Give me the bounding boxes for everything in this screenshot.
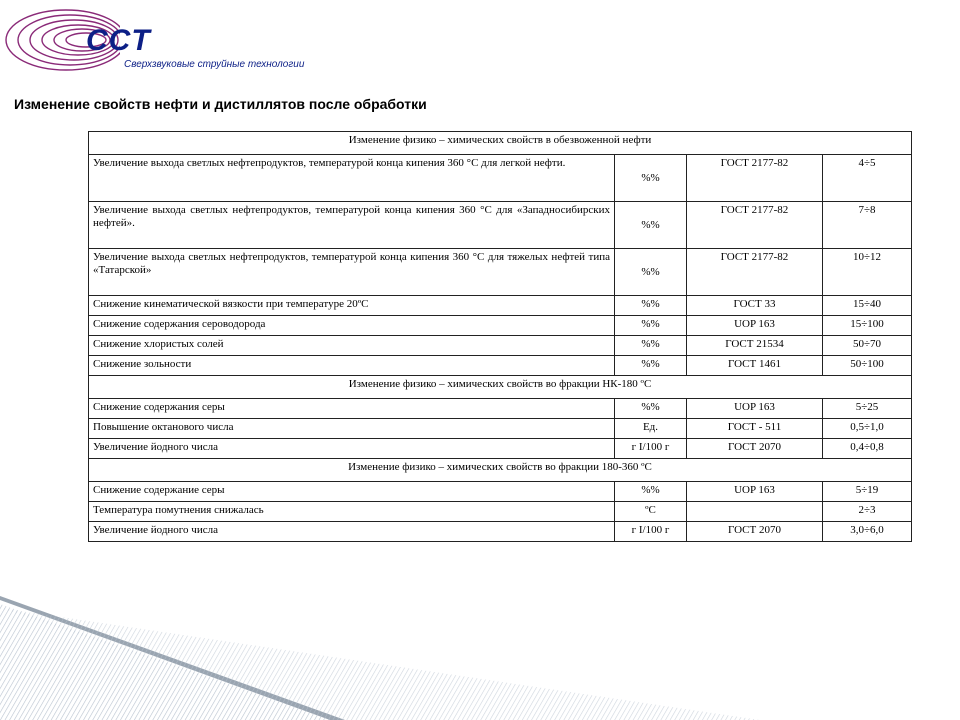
property-name: Увеличение йодного числа bbox=[89, 439, 615, 459]
property-value: 2÷3 bbox=[823, 502, 912, 522]
property-method: ГОСТ 2177-82 bbox=[687, 202, 823, 249]
property-unit: %% bbox=[615, 202, 687, 249]
table-row bbox=[89, 155, 912, 202]
property-unit: %% bbox=[615, 296, 687, 316]
property-method bbox=[687, 502, 823, 522]
property-name: Снижение кинематической вязкости при температуре 20ºС bbox=[89, 296, 615, 316]
company-logo bbox=[0, 0, 360, 86]
table-row bbox=[89, 439, 912, 459]
table-row bbox=[89, 336, 912, 356]
decorative-stripes-icon bbox=[0, 560, 760, 720]
property-method: ГОСТ 21534 bbox=[687, 336, 823, 356]
property-method: ГОСТ - 511 bbox=[687, 419, 823, 439]
property-name: Повышение октанового числа bbox=[89, 419, 615, 439]
property-value: 5÷19 bbox=[823, 482, 912, 502]
property-unit: %% bbox=[615, 249, 687, 296]
property-unit: %% bbox=[615, 316, 687, 336]
table-row bbox=[89, 419, 912, 439]
property-unit: %% bbox=[615, 336, 687, 356]
property-unit: %% bbox=[615, 356, 687, 376]
property-method: UOP 163 bbox=[687, 316, 823, 336]
property-name: Увеличение йодного числа bbox=[89, 522, 615, 542]
property-value: 0,5÷1,0 bbox=[823, 419, 912, 439]
property-unit: %% bbox=[615, 155, 687, 202]
property-unit: г I/100 г bbox=[615, 439, 687, 459]
table-row bbox=[89, 249, 912, 296]
logo-brand: CCT bbox=[86, 24, 151, 57]
property-value: 15÷40 bbox=[823, 296, 912, 316]
property-name: Снижение содержания сероводорода bbox=[89, 316, 615, 336]
property-value: 4÷5 bbox=[823, 155, 912, 202]
table-row bbox=[89, 296, 912, 316]
table-row bbox=[89, 522, 912, 542]
property-name: Снижение содержания серы bbox=[89, 399, 615, 419]
section-title: Изменение физико – химических свойств в обезвоженной нефти bbox=[89, 132, 912, 155]
property-value: 7÷8 bbox=[823, 202, 912, 249]
section-title: Изменение физико – химических свойств во фракции НК-180 ºС bbox=[89, 376, 912, 399]
table-row bbox=[89, 502, 912, 522]
slide-title: Изменение свойств нефти и дистиллятов после обработки bbox=[14, 96, 427, 112]
property-method: ГОСТ 33 bbox=[687, 296, 823, 316]
property-value: 5÷25 bbox=[823, 399, 912, 419]
section-header-row bbox=[89, 459, 912, 482]
property-method: ГОСТ 2070 bbox=[687, 439, 823, 459]
property-name: Снижение хлористых солей bbox=[89, 336, 615, 356]
property-method: ГОСТ 2070 bbox=[687, 522, 823, 542]
property-method: ГОСТ 2177-82 bbox=[687, 249, 823, 296]
section-title: Изменение физико – химических свойств во фракции 180-360 ºС bbox=[89, 459, 912, 482]
property-unit: г I/100 г bbox=[615, 522, 687, 542]
property-unit: %% bbox=[615, 482, 687, 502]
property-value: 0,4÷0,8 bbox=[823, 439, 912, 459]
property-name: Снижение зольности bbox=[89, 356, 615, 376]
logo-slogan: Сверхзвуковые струйные технологии bbox=[124, 59, 305, 70]
property-name: Температура помутнения снижалась bbox=[89, 502, 615, 522]
section-header-row bbox=[89, 132, 912, 155]
table-row bbox=[89, 356, 912, 376]
property-unit: Ед. bbox=[615, 419, 687, 439]
property-method: ГОСТ 1461 bbox=[687, 356, 823, 376]
properties-table bbox=[88, 131, 912, 542]
property-method: UOP 163 bbox=[687, 399, 823, 419]
property-method: UOP 163 bbox=[687, 482, 823, 502]
property-method: ГОСТ 2177-82 bbox=[687, 155, 823, 202]
property-name: Увеличение выхода светлых нефтепродуктов, температурой конца кипения 360 °С для «Западносибирских нефтей». bbox=[89, 202, 615, 249]
property-name: Увеличение выхода светлых нефтепродуктов, температурой конца кипения 360 °С для легкой нефти. bbox=[89, 155, 615, 202]
property-name: Увеличение выхода светлых нефтепродуктов, температурой конца кипения 360 °С для тяжелых нефтей типа «Татарской» bbox=[89, 249, 615, 296]
table-row bbox=[89, 399, 912, 419]
property-value: 50÷70 bbox=[823, 336, 912, 356]
property-value: 10÷12 bbox=[823, 249, 912, 296]
table-row bbox=[89, 202, 912, 249]
property-unit: ºС bbox=[615, 502, 687, 522]
table-row bbox=[89, 316, 912, 336]
property-value: 15÷100 bbox=[823, 316, 912, 336]
property-name: Снижение содержание серы bbox=[89, 482, 615, 502]
section-header-row bbox=[89, 376, 912, 399]
property-value: 3,0÷6,0 bbox=[823, 522, 912, 542]
property-unit: %% bbox=[615, 399, 687, 419]
property-value: 50÷100 bbox=[823, 356, 912, 376]
table-row bbox=[89, 482, 912, 502]
